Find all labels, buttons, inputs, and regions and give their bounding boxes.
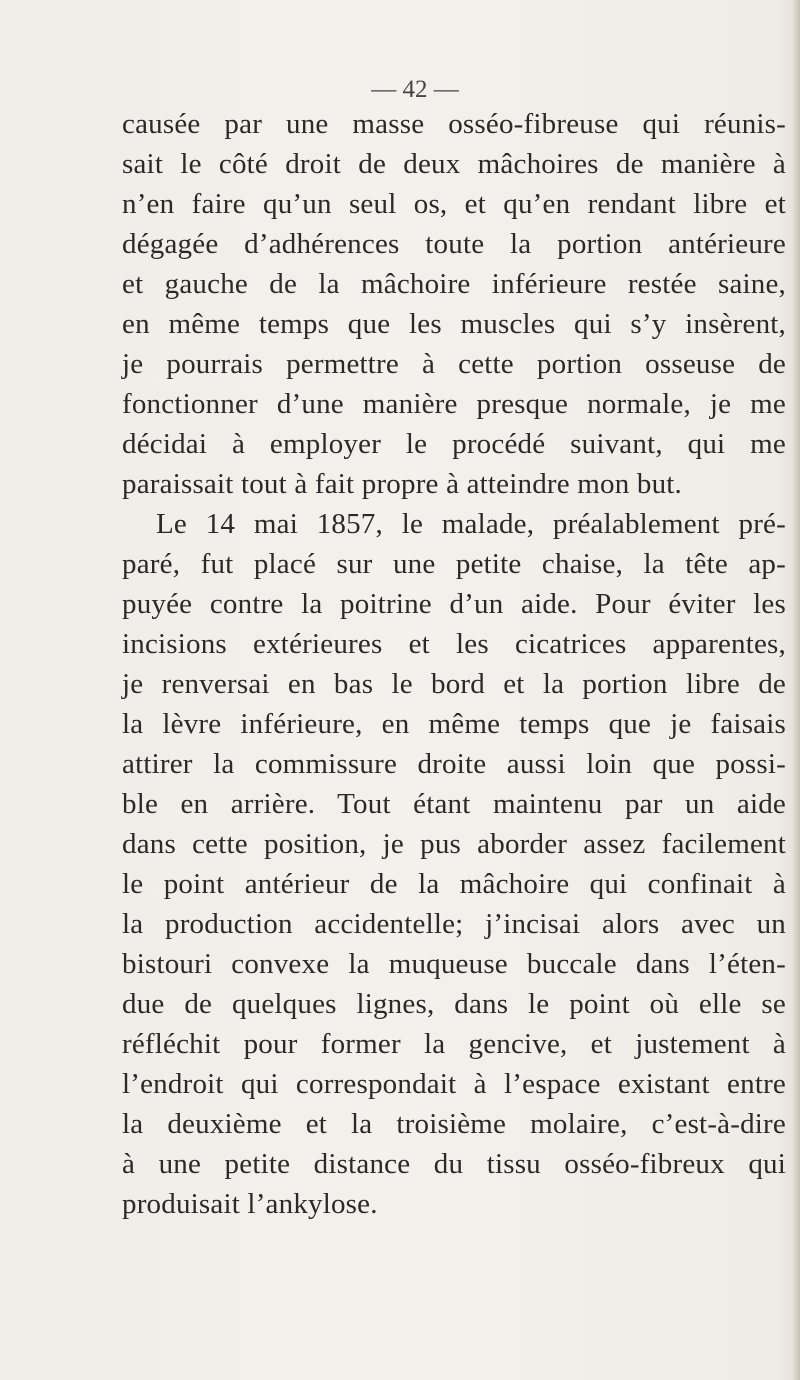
text-line: puyée contre la poitrine d’un aide. Pour éviter les — [122, 588, 786, 620]
text-line: le point antérieur de la mâchoire qui confinait à — [122, 868, 786, 900]
text-line: à une petite distance du tissu osséo-fibreux qui — [122, 1148, 786, 1180]
text-line: l’endroit qui correspondait à l’espace existant entre — [122, 1068, 786, 1100]
text-line: sait le côté droit de deux mâchoires de manière à — [122, 148, 786, 180]
text-line: décidai à employer le procédé suivant, qui me — [122, 428, 786, 460]
text-line: paraissait tout à fait propre à atteindre mon but. — [122, 468, 683, 500]
paragraph-1 — [122, 104, 786, 504]
text-line: ble en arrière. Tout étant maintenu par un aide — [122, 788, 786, 820]
text-line: dégagée d’adhérences toute la portion antérieure — [122, 228, 786, 260]
text-line: Le 14 mai 1857, le malade, préalablement pré- — [156, 508, 786, 540]
text-line: dans cette position, je pus aborder assez facilement — [122, 828, 786, 860]
page-edge-shadow — [792, 0, 800, 1380]
text-line: bistouri convexe la muqueuse buccale dans l’éten- — [122, 948, 786, 980]
text-line: je pourrais permettre à cette portion osseuse de — [122, 348, 786, 380]
text-line: causée par une masse osséo-fibreuse qui réunis- — [122, 108, 786, 140]
text-line: et gauche de la mâchoire inférieure restée saine, — [122, 268, 786, 300]
text-line: en même temps que les muscles qui s’y insèrent, — [122, 308, 786, 340]
text-line: fonctionner d’une manière presque normale, je me — [122, 388, 786, 420]
text-line: n’en faire qu’un seul os, et qu’en rendant libre et — [122, 188, 786, 220]
text-line: due de quelques lignes, dans le point où elle se — [122, 988, 786, 1020]
text-line: la lèvre inférieure, en même temps que je faisais — [122, 708, 786, 740]
paragraph-2 — [122, 504, 786, 1224]
text-line: produisait l’ankylose. — [122, 1188, 378, 1220]
text-line: attirer la commissure droite aussi loin que possi- — [122, 748, 786, 780]
page-number: — 42 — — [371, 76, 459, 103]
text-line: paré, fut placé sur une petite chaise, la tête ap- — [122, 548, 786, 580]
body-text — [122, 104, 786, 1224]
text-line: réfléchit pour former la gencive, et justement à — [122, 1028, 786, 1060]
text-line: la production accidentelle; j’incisai alors avec un — [122, 908, 786, 940]
text-line: incisions extérieures et les cicatrices apparentes, — [122, 628, 786, 660]
text-line: la deuxième et la troisième molaire, c’est-à-dire — [122, 1108, 786, 1140]
text-line: je renversai en bas le bord et la portion libre de — [122, 668, 786, 700]
